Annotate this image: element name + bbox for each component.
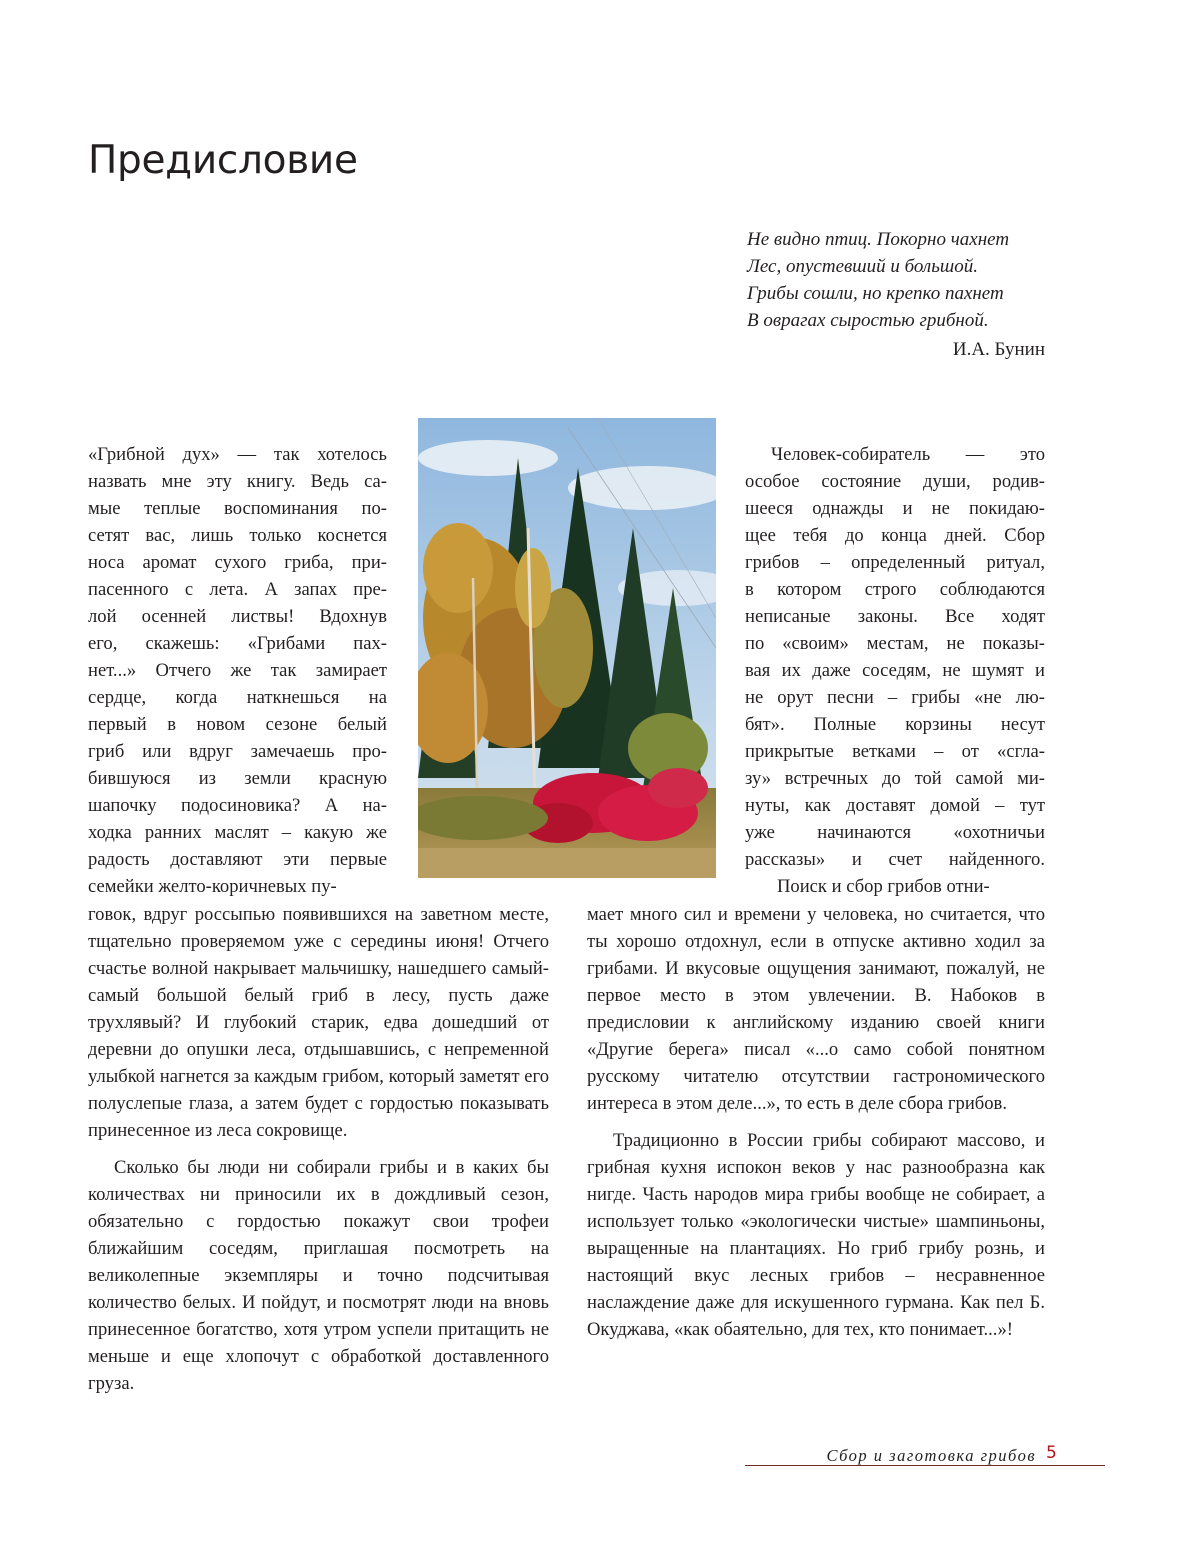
text-line: ходка ранних маслят – какую же: [88, 822, 387, 843]
text-line: зу» встречных до той самой ми-: [745, 768, 1045, 789]
text-line: сетят вас, лишь только коснется: [88, 525, 387, 546]
paragraph: Традиционно в России грибы собирают массово, и грибная кухня испокон веков у нас разнообразна как нигде. Часть народов мира грибы вообще не собирает, а использует только «экологически чистые» шампиньоны, выращенные на плантациях. Но гриб грибу рознь, и настоящий вкус лесных грибов – несравненное наслаждение даже для искушенного гурмана. Как пел Б. Окуджава, «как обаятельно, для тех, кто понимает...»!: [587, 1130, 1045, 1340]
text-line: грибов – определенный ритуал,: [745, 552, 1045, 573]
text-line: шееся однажды и не покидаю-: [745, 498, 1045, 519]
paragraph: мает много сил и времени у человека, но считается, что ты хорошо отдохнул, если в отпуске активно ходил за грибами. И вкусовые ощущения занимают, пожалуй, не первое место в этом увлечении. В. Набоков в предисловии к английскому изданию своей книги «Другие берега» писал «...о само собой понятном русскому читателю отсутствии гастрономического интереса в этом деле...», то есть в деле сбора грибов.: [587, 904, 1045, 1114]
text-line: рассказы» и счет найденного.: [745, 849, 1045, 870]
page-number: 5: [1046, 1443, 1057, 1463]
epigraph-author: И.А. Бунин: [952, 339, 1045, 360]
running-footer-title: Сбор и заготовка грибов: [826, 1446, 1036, 1465]
text-line: не орут песни – грибы «не лю-: [745, 687, 1045, 708]
text-line: вая их даже соседям, не шумят и: [745, 660, 1045, 681]
epigraph-line: В оврагах сыростью грибной.: [747, 310, 989, 331]
text-line: прикрытые ветками – от «сгла-: [745, 741, 1045, 762]
text-line: «Грибной дух» — так хотелось: [88, 444, 387, 465]
text-line: первый в новом сезоне белый: [88, 714, 387, 735]
text-line: его, скажешь: «Грибами пах-: [88, 633, 387, 654]
text-line: бившуюся из земли красную: [88, 768, 387, 789]
text-line: мые теплые воспоминания по-: [88, 498, 387, 519]
text-line: по «своим» местам, не показы-: [745, 633, 1045, 654]
text-line: семейки желто-коричневых пу-: [88, 876, 337, 897]
left-column-narrow: [88, 441, 387, 900]
text-line: особое состояние души, родив-: [745, 471, 1045, 492]
text-line: носа аромат сухого гриба, при-: [88, 552, 387, 573]
text-line: неписаные законы. Все ходят: [745, 606, 1045, 627]
left-column-full: [88, 901, 549, 1397]
epigraph-line: Лес, опустевший и большой.: [747, 256, 978, 277]
forest-photo-illustration: [418, 418, 716, 878]
text-line: в котором строго соблюдаются: [745, 579, 1045, 600]
text-line: радость доставляют эти первые: [88, 849, 387, 870]
text-line: Человек-собиратель — это: [771, 444, 1045, 465]
epigraph-line: Грибы сошли, но крепко пахнет: [747, 283, 1004, 304]
text-line: сердце, когда наткнешься на: [88, 687, 387, 708]
epigraph: [747, 226, 1047, 363]
paragraph: говок, вдруг россыпью появившихся на заветном месте, тщательно проверяемом уже с середины июня! Отчего счастье волной накрывает мальчишку, нашедшего самый-самый большой белый гриб в лесу, пусть даже трухлявый? И глубокий старик, едва дошедший от деревни до опушки леса, отдышавшись, с непременной улыбкой нагнется за каждым грибом, который заметят его полуслепые глаза, а затем будет с гордостью показывать принесенное из леса сокровище.: [88, 904, 549, 1141]
paragraph: Сколько бы люди ни собирали грибы и в каких бы количествах ни приносили их в дождливый сезон, обязательно с гордостью покажут свои трофеи ближайшим соседям, приглашая посмотреть на великолепные экземпляры и точно подсчитывая количество белых. И пойдут, и посмотрят люди на вновь принесенное богатство, хотя утром успели притащить не меньше и еще хлопочут с обработкой доставленного груза.: [88, 1157, 549, 1394]
text-line: уже начинаются «охотничьи: [745, 822, 1045, 843]
text-line: гриб или вдруг замечаешь про-: [88, 741, 387, 762]
footer-divider: [745, 1465, 1105, 1466]
text-line: лой осенней листвы! Вдохнув: [88, 606, 387, 627]
right-column-narrow: [745, 441, 1045, 900]
text-line: нуты, как доставят домой – тут: [745, 795, 1045, 816]
text-line: пасенного с лета. А запах пре-: [88, 579, 387, 600]
page-title: Предисловие: [88, 138, 358, 183]
forest-photo: [418, 418, 716, 878]
text-line: шапочку подосиновика? А на-: [88, 795, 387, 816]
text-line: нет...» Отчего же так замирает: [88, 660, 387, 681]
epigraph-line: Не видно птиц. Покорно чахнет: [747, 229, 1010, 250]
text-line: бят». Полные корзины несут: [745, 714, 1045, 735]
text-line: назвать мне эту книгу. Ведь са-: [88, 471, 387, 492]
text-line: щее тебя до конца дней. Сбор: [745, 525, 1045, 546]
right-column-full: [587, 901, 1045, 1343]
text-line: Поиск и сбор грибов отни-: [777, 876, 990, 897]
